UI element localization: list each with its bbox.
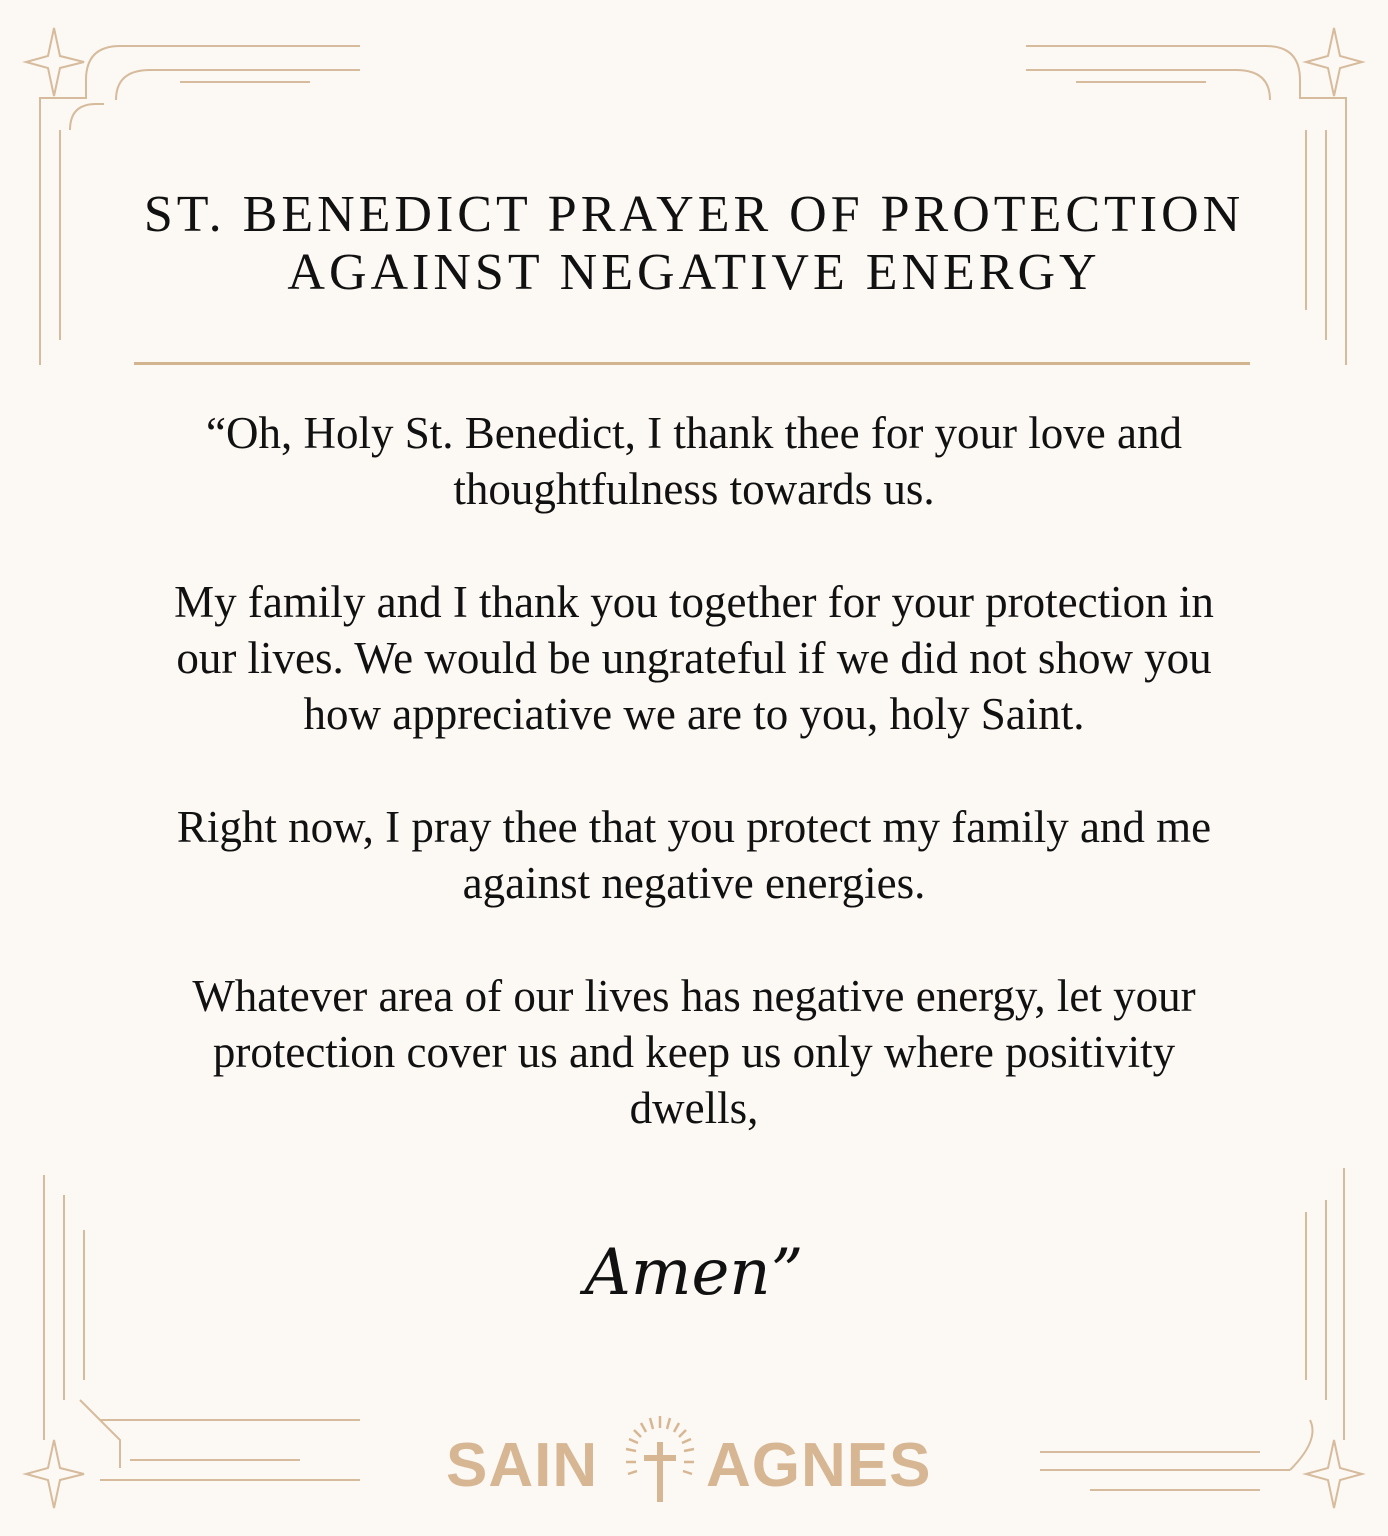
corner-ornament-bottom-right: [1040, 1168, 1362, 1508]
prayer-line: “Oh, Holy St. Benedict, I thank thee for your love and: [205, 408, 1182, 458]
prayer-line: dwells,: [629, 1083, 759, 1133]
title-line-2: AGAINST NEGATIVE ENERGY: [287, 244, 1101, 301]
prayer-title: [100, 186, 1288, 302]
corner-ornament-bottom-left: [26, 1175, 360, 1508]
title-divider: [134, 362, 1250, 365]
prayer-line: Whatever area of our lives has negative energy, let your: [192, 971, 1196, 1021]
prayer-closing: Amen”: [584, 1236, 804, 1310]
logo-text-left: SAIN: [446, 1431, 599, 1500]
star-icon: [26, 28, 84, 96]
prayer-line: how appreciative we are to you, holy Saint.: [303, 689, 1085, 739]
title-line-1: ST. BENEDICT PRAYER OF PROTECTION: [143, 186, 1245, 243]
saint-agnes-logo[interactable]: [440, 1412, 940, 1508]
prayer-line: our lives. We would be ungrateful if we did not show you: [176, 633, 1212, 683]
star-icon: [1306, 28, 1362, 96]
star-icon: [26, 1440, 84, 1508]
prayer-line: Right now, I pray thee that you protect my family and me: [176, 802, 1212, 852]
prayer-paragraph: [110, 574, 1278, 742]
prayer-line: protection cover us and keep us only where positivity: [212, 1027, 1176, 1077]
logo-text-right: AGNES: [706, 1431, 932, 1500]
cross-sunburst-icon: [610, 1412, 710, 1508]
prayer-line: thoughtfulness towards us.: [453, 464, 935, 514]
star-icon: [1306, 1440, 1362, 1508]
prayer-paragraph: [110, 799, 1278, 911]
prayer-line: against negative energies.: [462, 858, 926, 908]
prayer-line: My family and I thank you together for your protection in: [174, 577, 1214, 627]
prayer-paragraph: [110, 968, 1278, 1136]
prayer-paragraph: [110, 405, 1278, 517]
prayer-body: [110, 405, 1278, 1193]
